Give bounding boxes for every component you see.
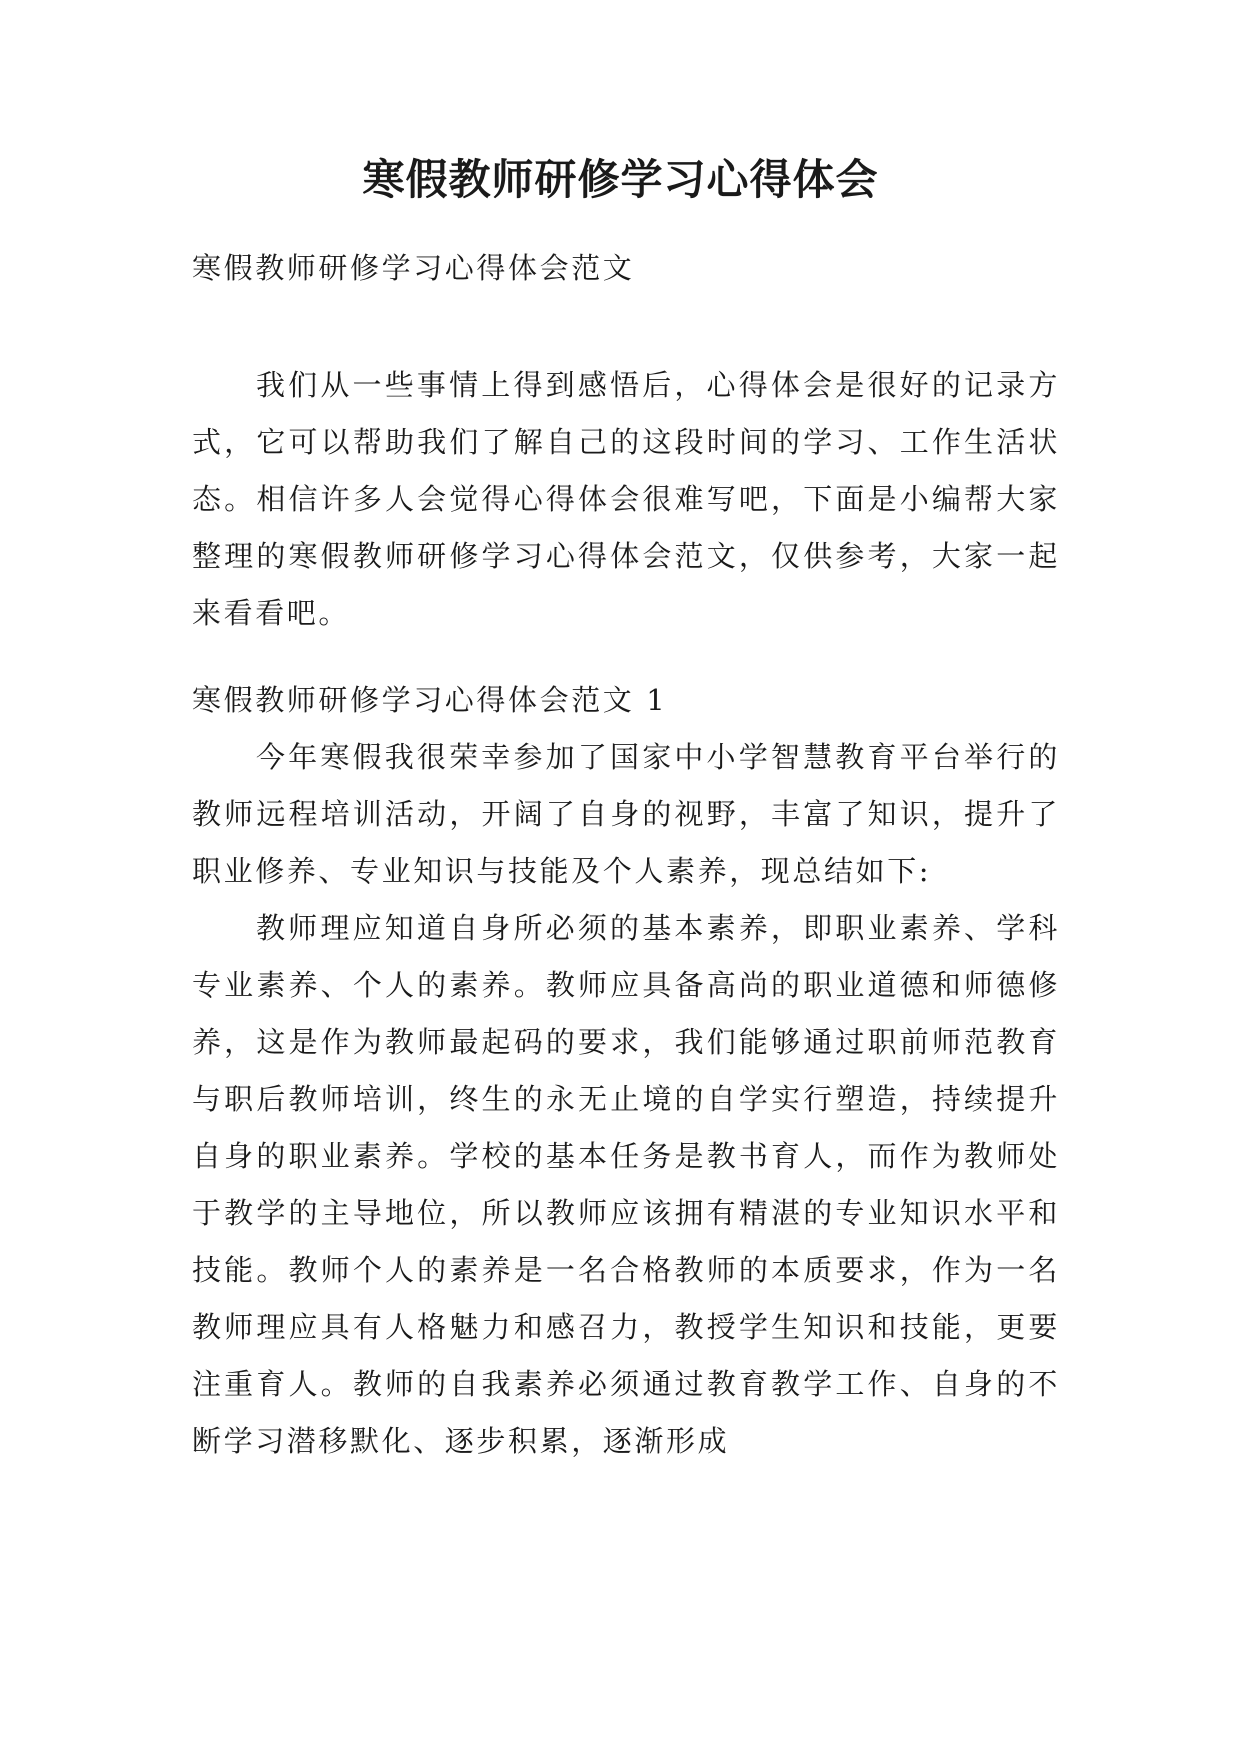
section1-paragraph-2: 教师理应知道自身所必须的基本素养，即职业素养、学科专业素养、个人的素养。教师应具备高尚的职业道德和师德修养，这是作为教师最起码的要求，我们能够通过职前师范教育与职后教师培训，终生的永无止境的自学实行塑造，持续提升自身的职业素养。学校的基本任务是教书育人，而作为教师处于教学的主导地位，所以教师应该拥有精湛的专业知识水平和技能。教师个人的素养是一名合格教师的本质要求，作为一名教师理应具有人格魅力和感召力，教授学生知识和技能，更要注重育人。教师的自我素养必须通过教育教学工作、自身的不断学习潜移默化、逐步积累，逐渐形成 [192,911,1060,1458]
section-heading-1: 寒假教师研修学习心得体会范文 1 [192,683,668,717]
document-subtitle: 寒假教师研修学习心得体会范文 [192,251,635,285]
intro-paragraph: 我们从一些事情上得到感悟后，心得体会是很好的记录方式，它可以帮助我们了解自己的这段时间的学习、工作生活状态。相信许多人会觉得心得体会很难写吧，下面是小编帮大家整理的寒假教师研修学习心得体会范文，仅供参考，大家一起来看看吧。 [192,368,1060,630]
section1-paragraph-1: 今年寒假我很荣幸参加了国家中小学智慧教育平台举行的教师远程培训活动，开阔了自身的视野，丰富了知识，提升了职业修养、专业知识与技能及个人素养，现总结如下: [192,740,1060,888]
document-title: 寒假教师研修学习心得体会 [362,155,879,204]
